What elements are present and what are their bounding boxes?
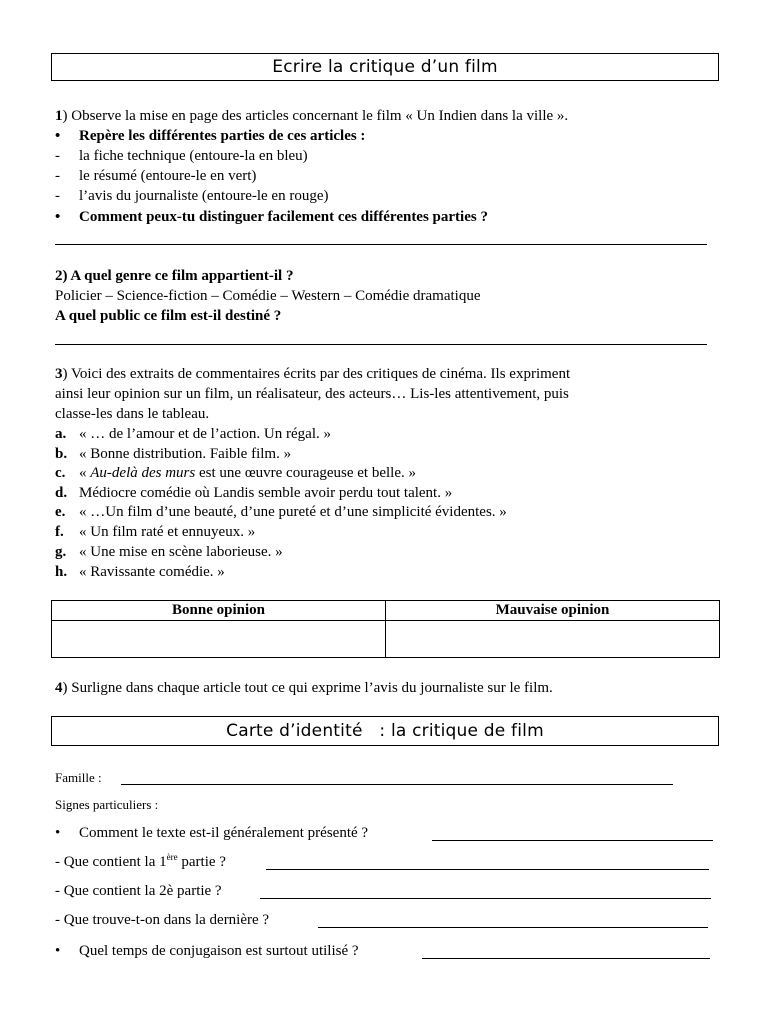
q3-intro-2: ainsi leur opinion sur un film, un réalisateur, des acteurs… Lis-les attentivement, puis bbox=[55, 386, 569, 402]
q3-extract-g bbox=[55, 542, 283, 562]
q3-extract-e bbox=[55, 502, 507, 522]
extract-text: Médiocre comédie où Landis semble avoir perdu tout talent. » bbox=[79, 485, 453, 501]
q3-intro-3: classe-les dans le tableau. bbox=[55, 406, 210, 422]
extract-label: d. bbox=[55, 485, 68, 501]
q2-answer-line[interactable] bbox=[55, 344, 707, 345]
card-q-presente bbox=[55, 823, 368, 843]
card-q-temps bbox=[55, 941, 359, 961]
q-partie1-pre: - Que contient la 1 bbox=[55, 854, 167, 870]
q1-item-1 bbox=[55, 146, 308, 166]
q-presente-text: Comment le texte est-il généralement présenté ? bbox=[79, 825, 369, 841]
q4-text-line bbox=[55, 678, 553, 698]
q-partie1-sup: ère bbox=[166, 852, 178, 862]
q3-extract-d bbox=[55, 483, 452, 503]
extract-label: g. bbox=[55, 544, 67, 560]
q1-text: ) Observe la mise en page des articles concernant le film « Un Indien dans la ville ». bbox=[62, 108, 569, 124]
derniere-answer-line[interactable] bbox=[318, 927, 708, 928]
q1-answer-line[interactable] bbox=[55, 244, 707, 245]
extract-text-post: est une œuvre courageuse et belle. » bbox=[195, 465, 416, 481]
card-q-partie2: - Que contient la 2è partie ? bbox=[55, 883, 222, 899]
card-title-box bbox=[51, 716, 719, 746]
q3-extract-f bbox=[55, 522, 255, 542]
extract-text-pre: « bbox=[79, 465, 91, 481]
q1-item-2 bbox=[55, 166, 256, 186]
bullet-icon: • bbox=[55, 128, 61, 144]
temps-answer-line[interactable] bbox=[422, 958, 710, 959]
famille-answer-line[interactable] bbox=[121, 784, 673, 785]
extract-text: « …Un film d’une beauté, d’une pureté et d’une simplicité évidentes. » bbox=[79, 504, 507, 520]
extract-text: « Bonne distribution. Faible film. » bbox=[79, 446, 292, 462]
card-title: Carte d’identité : la critique de film bbox=[226, 721, 544, 741]
q1-bullet-2 bbox=[55, 207, 488, 227]
q2-question-1-text: ) A quel genre ce film appartient-il ? bbox=[62, 268, 294, 284]
q3-extract-b bbox=[55, 444, 291, 464]
partie1-answer-line[interactable] bbox=[266, 869, 709, 870]
extract-label: e. bbox=[55, 504, 66, 520]
q3-extract-a bbox=[55, 424, 331, 444]
card-q-partie1 bbox=[55, 852, 226, 872]
q1-item-1-text: la fiche technique (entoure-la en bleu) bbox=[79, 148, 308, 164]
bullet-icon: • bbox=[55, 943, 61, 959]
extract-label: b. bbox=[55, 446, 68, 462]
bullet-icon: • bbox=[55, 209, 61, 225]
presente-answer-line[interactable] bbox=[432, 840, 713, 841]
worksheet-title: Ecrire la critique d’un film bbox=[272, 57, 498, 77]
extract-text: « Un film raté et ennuyeux. » bbox=[79, 524, 256, 540]
opinion-table-answer-row bbox=[52, 621, 720, 658]
partie2-answer-line[interactable] bbox=[260, 898, 711, 899]
card-q-derniere: - Que trouve-t-on dans la dernière ? bbox=[55, 912, 270, 928]
q-temps-text: Quel temps de conjugaison est surtout utilisé ? bbox=[79, 943, 359, 959]
q1-item-3 bbox=[55, 186, 329, 206]
extract-label: h. bbox=[55, 564, 68, 580]
extract-text: « Une mise en scène laborieuse. » bbox=[79, 544, 283, 560]
q3-intro-1 bbox=[55, 364, 570, 384]
worksheet-title-box bbox=[51, 53, 719, 81]
q1-item-2-text: le résumé (entoure-le en vert) bbox=[79, 168, 257, 184]
q2-genres: Policier – Science-fiction – Comédie – Western – Comédie dramatique bbox=[55, 288, 481, 304]
q1-bullet-1 bbox=[55, 126, 365, 146]
q1-bullet-2-text: Comment peux-tu distinguer facilement ces différentes parties ? bbox=[79, 209, 488, 225]
extract-text: « Ravissante comédie. » bbox=[79, 564, 225, 580]
col-header-good: Bonne opinion bbox=[52, 601, 386, 621]
card-signes: Signes particuliers : bbox=[55, 797, 159, 812]
q2-number: 2 bbox=[55, 268, 63, 284]
extract-label: a. bbox=[55, 426, 67, 442]
famille-label: Famille : bbox=[55, 770, 102, 785]
extract-label: f. bbox=[55, 524, 64, 540]
q2-question-2: A quel public ce film est-il destiné ? bbox=[55, 308, 282, 324]
opinion-table-header-row bbox=[52, 601, 720, 621]
bad-opinion-cell[interactable] bbox=[386, 621, 720, 658]
good-opinion-cell[interactable] bbox=[52, 621, 386, 658]
bullet-icon: • bbox=[55, 825, 61, 841]
q1-intro bbox=[55, 106, 568, 126]
opinion-table bbox=[51, 600, 720, 658]
q3-extract-c bbox=[55, 463, 416, 483]
q1-bullet-1-text: Repère les différentes parties de ces articles : bbox=[79, 128, 366, 144]
q1-number: 1 bbox=[55, 108, 63, 124]
dash-icon: - bbox=[55, 148, 60, 164]
q4-number: 4 bbox=[55, 680, 63, 696]
film-title-italic: Au-delà des murs bbox=[90, 465, 196, 481]
col-header-bad: Mauvaise opinion bbox=[386, 601, 720, 621]
q3-extract-h bbox=[55, 562, 225, 582]
q1-item-3-text: l’avis du journaliste (entoure-le en rouge) bbox=[79, 188, 329, 204]
card-famille bbox=[55, 768, 102, 788]
q3-intro-1-text: ) Voici des extraits de commentaires écrits par des critiques de cinéma. Ils expriment bbox=[62, 366, 571, 382]
q2-question-1 bbox=[55, 266, 293, 286]
dash-icon: - bbox=[55, 188, 60, 204]
dash-icon: - bbox=[55, 168, 60, 184]
extract-label: c. bbox=[55, 465, 66, 481]
q-partie1-post: partie ? bbox=[177, 854, 226, 870]
q3-number: 3 bbox=[55, 366, 63, 382]
q4-text: ) Surligne dans chaque article tout ce qui exprime l’avis du journaliste sur le film. bbox=[62, 680, 553, 696]
extract-text: « … de l’amour et de l’action. Un régal. » bbox=[79, 426, 331, 442]
